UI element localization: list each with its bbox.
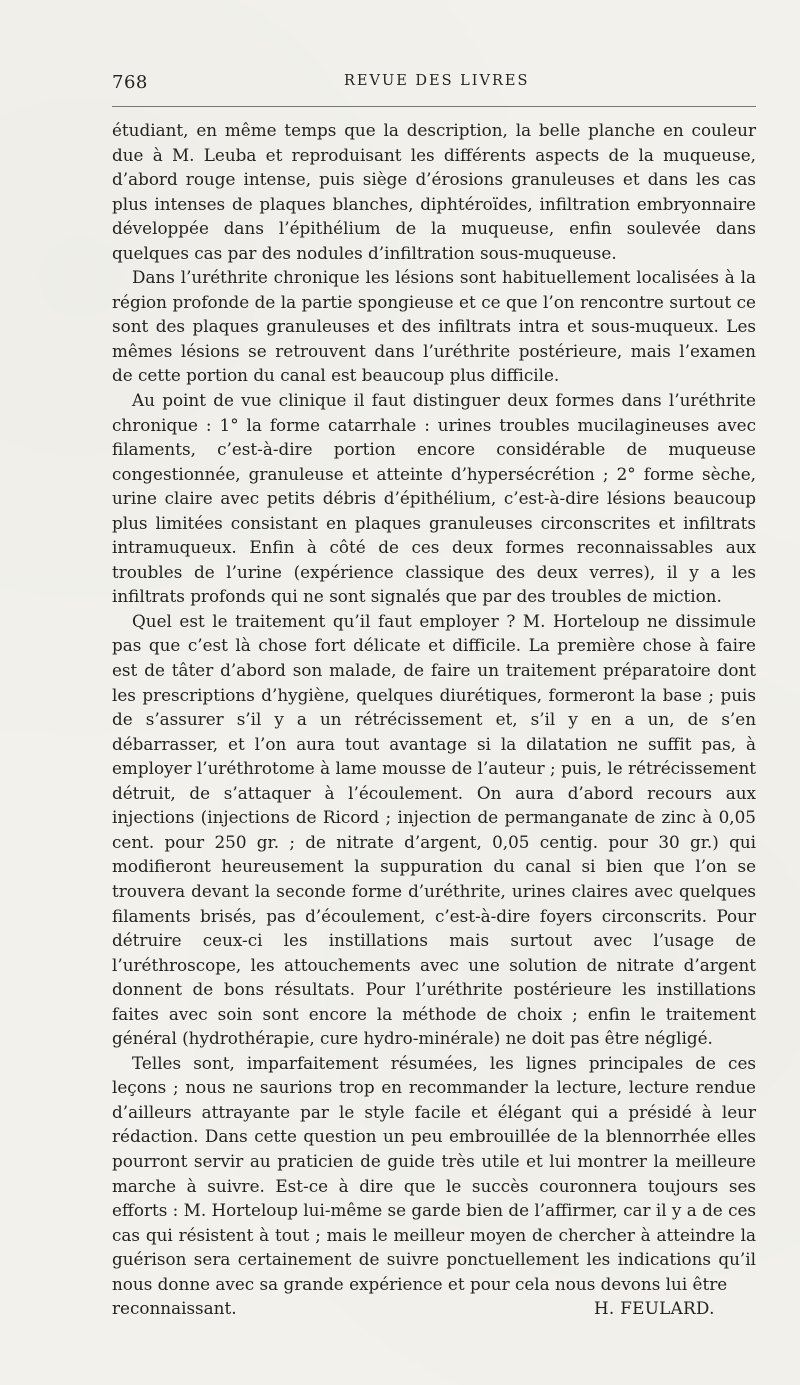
paragraph-conclusion: Telles sont, imparfaitement résumées, les lignes principales de ces leçons ; nous ne saurions trop en recommander la lecture, lecture rendue d’ailleurs attrayante par le style facile et élégant qui a présidé à leur rédaction. Dans cette question un peu embrouillée de la blennorrhée elles pourront servir au praticien de guide très utile et lui montrer la meilleure marche à suivre. Est-ce à dire que le succès couronnera toujours ses efforts : M. Horteloup lui-même se garde bien de l’affirmer, car il y a de ces cas qui résistent à tout ; mais le meilleur moyen de chercher à atteindre la guérison sera certainement de suivre ponctuellement les indications qu’il nous donne avec sa grande expérience et pour cela nous devons lui être bbox=[112, 1052, 757, 1294]
closing-word: reconnaissant. bbox=[112, 1298, 237, 1319]
running-title: REVUE DES LIVRES bbox=[344, 73, 530, 89]
page-number: 768 bbox=[112, 72, 148, 93]
paragraph-chronic-urethritis: Dans l’uréthrite chronique les lésions sont habituellement localisées à la région profonde de la partie spongieuse et ce que l’on rencontre surtout ce sont des plaques granuleuses et des infiltrats intra et sous-muqueux. Les mêmes lésions se retrouvent dans l’uréthrite postérieure, mais l’examen de cette portion du canal est beaucoup plus difficile. bbox=[112, 267, 756, 386]
article-body bbox=[112, 118, 756, 1321]
paragraph-continuation: étudiant, en même temps que la description, la belle planche en couleur due à M. Leuba et reproduisant les différents aspects de la muqueuse, d’abord rouge intense, puis siège d’érosions granuleuses et dans les cas plus intenses de plaques blanches, diphtéroïdes, infiltration embryonnaire développée dans l’épithélium de la muqueuse, enfin soulevée dans quelques cas par des nodules d’infiltration sous-muqueuse. bbox=[112, 120, 756, 263]
running-head bbox=[112, 72, 756, 98]
paragraph-treatment: Quel est le traitement qu’il faut employer ? M. Horteloup ne dissimule pas que c’est là chose fort délicate et difficile. La première chose à faire est de tâter d’abord son malade, de faire un traitement préparatoire dont les prescriptions d’hygiène, quelques diurétiques, formeront la base ; puis de s’assurer s’il y a un rétrécissement et, s’il y en a un, de s’en débarrasser, et l’on aura tout avantage si la dilatation ne suffit pas, à employer l’uréthrotome à lame mousse de l’auteur ; puis, le rétrécissement détruit, de s’attaquer à l’écoulement. On aura d’abord recours aux injections (injections de Ricord ; injection de permanganate de zinc à 0,05 cent. pour 250 gr. ; de nitrate d’argent, 0,05 centig. pour 30 gr.) qui modifieront heureusement la suppuration du canal si bien que l’on se trouvera devant la seconde forme d’uréthrite, urines claires avec quelques filaments brisés, pas d’écoulement, c’est-à-dire foyers circonscrits. Pour détruire ceux-ci les instillations mais surtout avec l’usage de l’uréthroscope, les attouchements avec une solution de nitrate d’argent donnent de bons résultats. Pour l’uréthrite postérieure les instillations faites avec soin sont encore la méthode de choix ; enfin le traitement général (hydrothérapie, cure hydro-minérale) ne doit pas être négligé. bbox=[112, 610, 756, 1049]
paragraph-clinical-forms: Au point de vue clinique il faut distinguer deux formes dans l’uréthrite chronique : 1° la forme catarrhale : urines troubles mucilagineuses avec filaments, c’est-à-dire portion encore considérable de muqueuse congestionnée, granuleuse et atteinte d’hypersécrétion ; 2° forme sèche, urine claire avec petits débris d’épithélium, c’est-à-dire lésions beaucoup plus limitées consistant en plaques granuleuses circonscrites et infiltrats intramuqueux. Enfin à côté de ces deux formes reconnaissables aux troubles de l’urine (expérience classique des deux verres), il y a les infiltrats profonds qui ne sont signalés que par des troubles de miction. bbox=[112, 390, 756, 607]
author-signature: H. FEULARD. bbox=[594, 1298, 715, 1319]
closing-line bbox=[112, 1296, 756, 1321]
header-rule bbox=[112, 106, 756, 107]
